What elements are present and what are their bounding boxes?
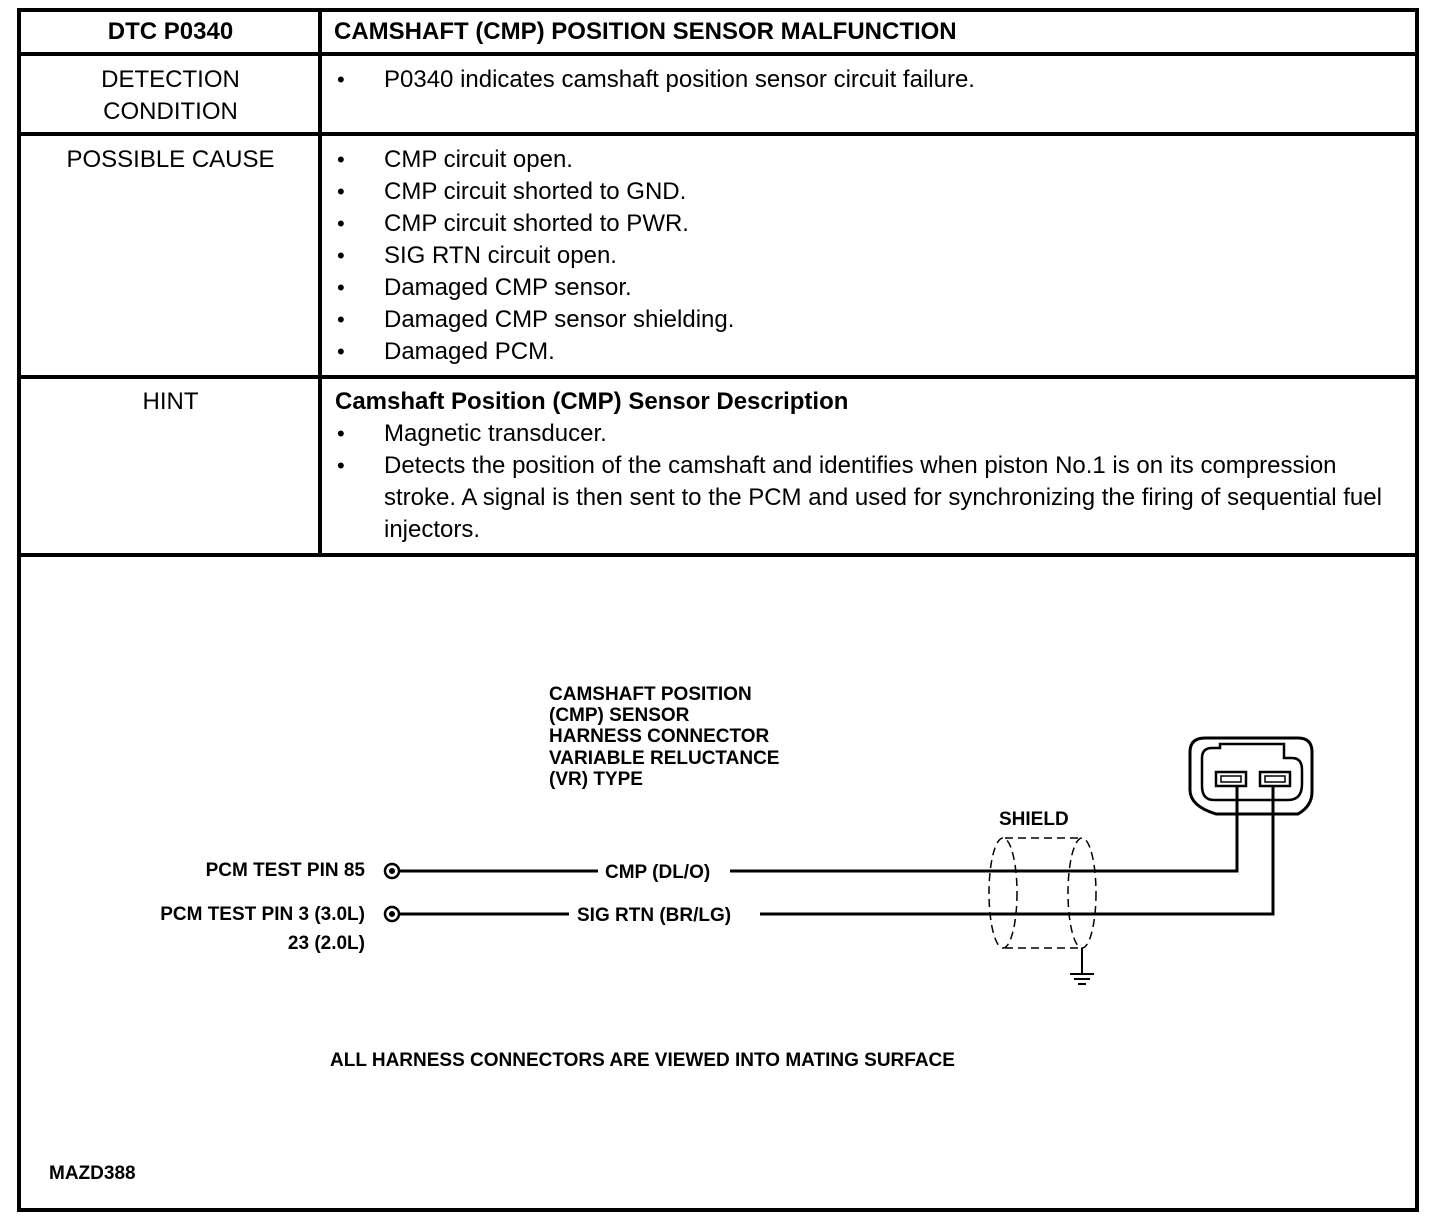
dtc-code-label: DTC P0340 [107,18,234,45]
hint-heading: Camshaft Position (CMP) Sensor Description [335,388,849,415]
pcm-test-pin-85-label: PCM TEST PIN 85 [205,860,365,881]
list-item: • Magnetic transducer. [337,418,1409,450]
cmp-wire-label: CMP (DL/O) [605,862,711,883]
list-item: • Detects the position of the camshaft and identifies when piston No.1 is on its compression stroke. A signal is then sent to the PCM and used for synchronizing the firing of sequential fuel injectors. [337,450,1409,546]
pcm-test-pin-23-label: 23 (2.0L) [287,933,365,954]
cmp-wire [399,786,1237,871]
sensor-label-line: CAMSHAFT POSITION [549,684,752,705]
test-pin-85-icon [385,864,399,878]
sig-rtn-wire-label: SIG RTN (BR/LG) [577,905,732,926]
shield-icon [989,838,1096,948]
figure-id: MAZD388 [49,1163,136,1184]
ground-icon [1070,948,1094,984]
diagram-footnote: ALL HARNESS CONNECTORS ARE VIEWED INTO MATING SURFACE [330,1050,955,1071]
list-item: • Damaged CMP sensor. [337,272,1407,304]
sensor-label-line: (VR) TYPE [549,769,643,790]
sensor-label [549,684,785,790]
hint-label: HINT [142,388,199,415]
possible-cause-label: POSSIBLE CAUSE [66,146,275,173]
sensor-label-line: HARNESS CONNECTOR [549,726,770,747]
sensor-label-line: (CMP) SENSOR [549,705,690,726]
list-item: • P0340 indicates camshaft position sensor circuit failure. [337,64,1407,96]
shield-label: SHIELD [999,809,1069,830]
test-pin-3-icon [385,907,399,921]
list-item: • Damaged PCM. [337,336,1407,368]
list-item: • Damaged CMP sensor shielding. [337,304,1407,336]
detection-label-line1: DETECTION [101,66,240,93]
sensor-label-line: VARIABLE RELUCTANCE [549,748,780,769]
harness-connector-icon [1190,738,1312,814]
detection-label-line2: CONDITION [103,98,238,125]
pcm-test-pin-3-label: PCM TEST PIN 3 (3.0L) [160,904,365,925]
dtc-title: CAMSHAFT (CMP) POSITION SENSOR MALFUNCTION [334,18,957,45]
sig-rtn-wire [399,786,1273,914]
list-item: • CMP circuit shorted to PWR. [337,208,1407,240]
list-item: • CMP circuit shorted to GND. [337,176,1407,208]
list-item: • CMP circuit open. [337,144,1407,176]
list-item: • SIG RTN circuit open. [337,240,1407,272]
